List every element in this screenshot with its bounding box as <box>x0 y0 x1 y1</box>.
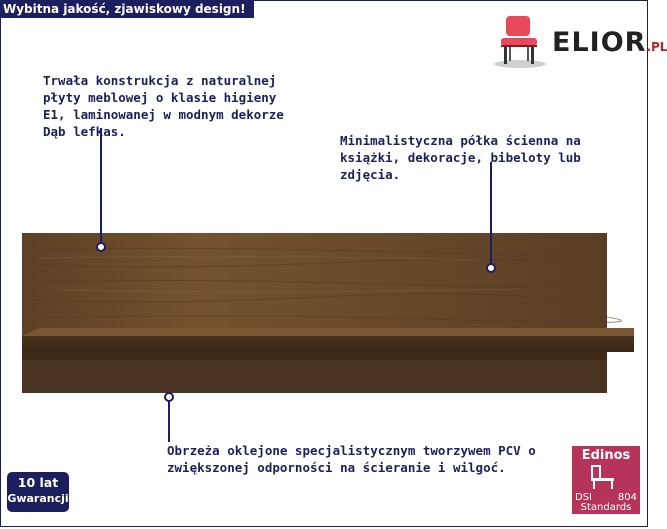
note-material: Trwała konstrukcja z naturalnej płyty meblowej o klasie higieny E1, laminowanej w modnym dekorze Dąb lefkas. <box>43 73 284 139</box>
callout-dot-material <box>96 242 106 252</box>
callout-dot-purpose <box>486 263 496 273</box>
certificate-brand: Edinos <box>581 448 631 463</box>
certificate-chair-icon <box>588 464 624 490</box>
note-edges: Obrzeża oklejone specjalistycznym tworzywem PCV o zwiększonej odporności na ścieranie i wilgoć. <box>167 443 536 475</box>
certificate-label: Standards <box>580 502 632 513</box>
callout-line-edges <box>168 400 170 442</box>
certificate-dsi: DSI <box>575 492 592 503</box>
warranty-label: Gwarancji <box>7 492 69 505</box>
brand-name: ELIOR <box>552 27 647 58</box>
certificate-number: 804 <box>617 492 637 503</box>
callout-line-material <box>100 128 102 245</box>
edinos-certificate-badge <box>572 446 640 514</box>
warranty-years: 10 lat <box>17 475 59 490</box>
brand-suffix: .PL <box>646 40 667 54</box>
callout-dot-edges <box>164 392 174 402</box>
tagline-banner: Wybitna jakość, zjawiskowy design! <box>0 0 254 18</box>
note-purpose: Minimalistyczna półka ścienna na książki, dekoracje, bibeloty lub zdjęcia. <box>340 133 581 182</box>
warranty-badge <box>7 472 69 512</box>
